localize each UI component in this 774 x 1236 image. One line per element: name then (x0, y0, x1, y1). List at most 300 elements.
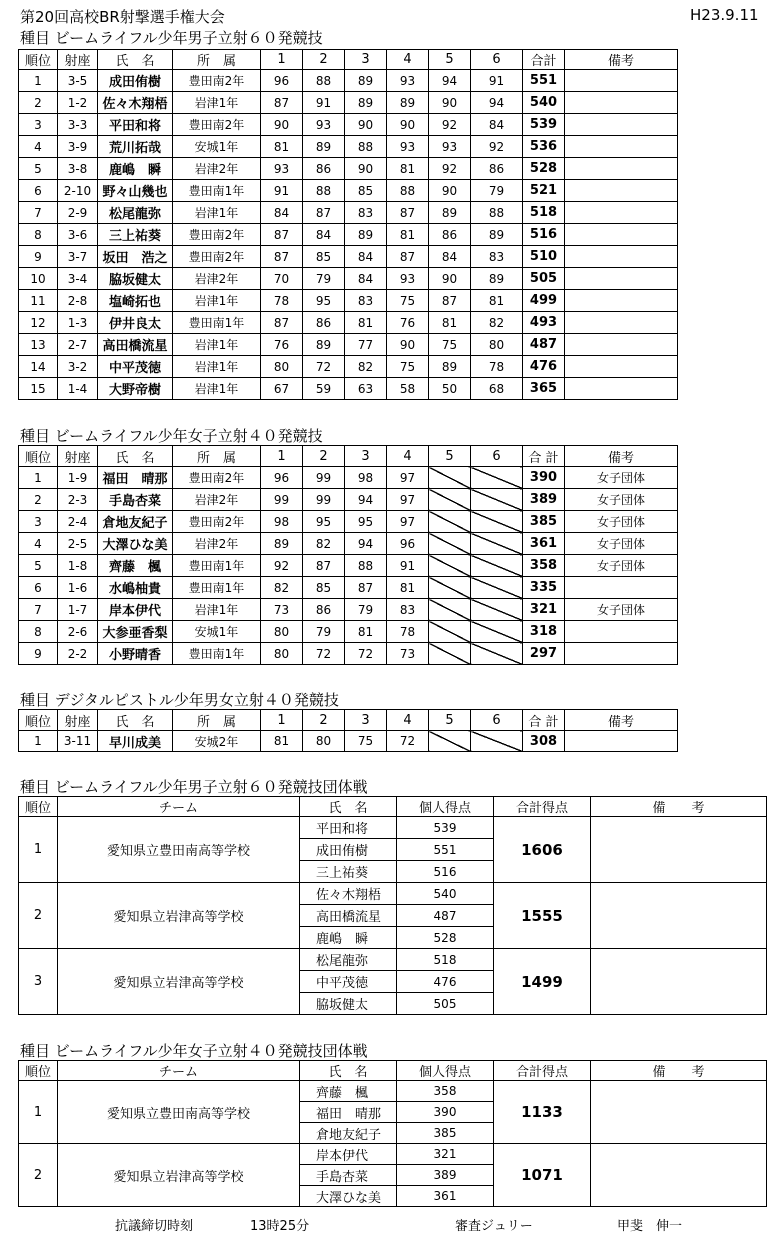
table-cell: 2-10 (58, 180, 98, 202)
table-cell: 2-7 (58, 334, 98, 356)
column-header: チーム (58, 1061, 300, 1081)
table-cell: 81 (387, 158, 429, 180)
table-cell: 3-9 (58, 136, 98, 158)
team-remarks (591, 949, 767, 1015)
team-remarks (591, 817, 767, 883)
table-cell: 90 (261, 114, 303, 136)
team-total: 1555 (494, 883, 591, 949)
table-header-row (19, 797, 767, 817)
column-header: 5 (429, 446, 471, 467)
table-cell: 81 (345, 312, 387, 334)
table-cell (471, 731, 523, 752)
table-cell: 90 (429, 268, 471, 290)
member-score: 361 (397, 1186, 494, 1207)
table-cell: 99 (303, 489, 345, 511)
table-cell: 女子団体 (565, 489, 678, 511)
column-header: 備考 (565, 50, 678, 70)
column-header: 順位 (19, 1061, 58, 1081)
member-score: 539 (397, 817, 494, 839)
column-header: 個人得点 (397, 797, 494, 817)
table-cell: 89 (471, 268, 523, 290)
table-cell: 89 (345, 70, 387, 92)
table-cell (565, 577, 678, 599)
table-cell: 86 (303, 158, 345, 180)
table-cell (471, 577, 523, 599)
table-cell (565, 356, 678, 378)
table-cell: 84 (429, 246, 471, 268)
column-header: 順位 (19, 797, 58, 817)
table-cell: 安城2年 (173, 731, 261, 752)
column-header: 合計得点 (494, 797, 591, 817)
table-cell: 99 (261, 489, 303, 511)
table-cell: 野々山幾也 (98, 180, 173, 202)
team-rank: 3 (19, 949, 58, 1015)
table-cell (429, 533, 471, 555)
team-member-row (19, 1081, 767, 1102)
table-cell: 88 (303, 70, 345, 92)
table-cell: 豊田南1年 (173, 577, 261, 599)
table-cell: 95 (303, 290, 345, 312)
table-cell: 7 (19, 202, 58, 224)
table-cell: 518 (523, 202, 565, 224)
table-cell (471, 533, 523, 555)
table-cell: 85 (303, 246, 345, 268)
table-cell: 7 (19, 599, 58, 621)
table-cell: 318 (523, 621, 565, 643)
document-date: H23.9.11 (690, 6, 759, 24)
table-cell: 倉地友紀子 (98, 511, 173, 533)
page-title: 第20回高校BR射撃選手権大会 (20, 8, 225, 26)
table-cell: 三上祐葵 (98, 224, 173, 246)
column-header: 合 計 (523, 710, 565, 731)
table-cell: 58 (387, 378, 429, 400)
table-cell (471, 555, 523, 577)
table-cell: 87 (261, 92, 303, 114)
team-remarks (591, 1081, 767, 1144)
table-cell: 豊田南2年 (173, 246, 261, 268)
team-results-table (18, 1060, 767, 1207)
column-header: 5 (429, 710, 471, 731)
team-member-row (19, 817, 767, 839)
column-header: 射座 (58, 710, 98, 731)
member-score: 528 (397, 927, 494, 949)
table-cell: 94 (471, 92, 523, 114)
table-cell: 87 (261, 312, 303, 334)
team-rank: 1 (19, 1081, 58, 1144)
table-cell: 4 (19, 136, 58, 158)
table-cell: 平田和将 (98, 114, 173, 136)
table-cell: 87 (387, 246, 429, 268)
table-cell: 2-5 (58, 533, 98, 555)
table-cell: 76 (387, 312, 429, 334)
table-cell: 女子団体 (565, 511, 678, 533)
table-header-row (19, 710, 678, 731)
team-name: 愛知県立豊田南高等学校 (58, 1081, 300, 1144)
table-cell: 岸本伊代 (98, 599, 173, 621)
member-score: 476 (397, 971, 494, 993)
table-cell: 94 (345, 489, 387, 511)
table-cell: 3-6 (58, 224, 98, 246)
table-cell: 361 (523, 533, 565, 555)
table-cell: 2-8 (58, 290, 98, 312)
table-cell: 297 (523, 643, 565, 665)
table-row (19, 180, 678, 202)
table-cell: 1-7 (58, 599, 98, 621)
table-cell: 岩津1年 (173, 356, 261, 378)
member-name: 三上祐葵 (300, 861, 397, 883)
table-cell: 5 (19, 158, 58, 180)
table-cell: 早川成美 (98, 731, 173, 752)
table-cell: 83 (345, 290, 387, 312)
member-name: 倉地友紀子 (300, 1123, 397, 1144)
table-cell: 67 (261, 378, 303, 400)
table-cell: 福田 晴那 (98, 467, 173, 489)
table-cell: 3 (19, 511, 58, 533)
team-rank: 2 (19, 1144, 58, 1207)
table-cell: 3-7 (58, 246, 98, 268)
column-header: 合計得点 (494, 1061, 591, 1081)
table-cell: 95 (303, 511, 345, 533)
member-name: 松尾龍弥 (300, 949, 397, 971)
team-total: 1071 (494, 1144, 591, 1207)
table-row (19, 334, 678, 356)
table-cell (565, 136, 678, 158)
table-cell: 528 (523, 158, 565, 180)
results-table (18, 445, 678, 665)
column-header: 射座 (58, 50, 98, 70)
member-score: 551 (397, 839, 494, 861)
table-cell: 94 (429, 70, 471, 92)
table-cell: 85 (303, 577, 345, 599)
table-cell: 3-5 (58, 70, 98, 92)
table-cell: 3-4 (58, 268, 98, 290)
team-results-table (18, 796, 767, 1015)
table-cell: 86 (303, 599, 345, 621)
team-member-row (19, 1144, 767, 1165)
member-score: 389 (397, 1165, 494, 1186)
table-cell: 390 (523, 467, 565, 489)
member-score: 516 (397, 861, 494, 883)
table-cell (471, 599, 523, 621)
table-cell: 84 (261, 202, 303, 224)
table-cell: 308 (523, 731, 565, 752)
protest-deadline-time: 13時25分 (250, 1219, 310, 1234)
table-cell: 1-4 (58, 378, 98, 400)
table-cell: 5 (19, 555, 58, 577)
results-table (18, 49, 678, 400)
table-cell: 2-2 (58, 643, 98, 665)
member-name: 脇坂健太 (300, 993, 397, 1015)
table-cell: 岩津1年 (173, 202, 261, 224)
table-cell: 豊田南1年 (173, 555, 261, 577)
table-cell: 豊田南2年 (173, 70, 261, 92)
table-cell: 540 (523, 92, 565, 114)
table-cell: 80 (303, 731, 345, 752)
table-cell (471, 467, 523, 489)
table-cell: 536 (523, 136, 565, 158)
event-title: 種目 ビームライフル少年男子立射６０発競技 (20, 29, 323, 47)
table-cell: 487 (523, 334, 565, 356)
table-cell: 女子団体 (565, 533, 678, 555)
table-cell: 岩津1年 (173, 599, 261, 621)
table-cell: 72 (303, 356, 345, 378)
table-cell: 93 (387, 70, 429, 92)
table-cell (429, 643, 471, 665)
table-cell: 81 (387, 224, 429, 246)
table-row (19, 202, 678, 224)
table-cell: 11 (19, 290, 58, 312)
table-cell: 76 (261, 334, 303, 356)
column-header: 2 (303, 446, 345, 467)
table-cell: 59 (303, 378, 345, 400)
table-cell: 89 (303, 334, 345, 356)
member-name: 福田 晴那 (300, 1102, 397, 1123)
event-title: 種目 ビームライフル少年女子立射４０発競技団体戦 (20, 1042, 368, 1060)
column-header: 1 (261, 710, 303, 731)
table-cell (471, 621, 523, 643)
table-cell: 塩崎拓也 (98, 290, 173, 312)
table-cell: 88 (345, 136, 387, 158)
member-score: 385 (397, 1123, 494, 1144)
table-cell: 86 (471, 158, 523, 180)
table-cell: 89 (345, 224, 387, 246)
table-cell: 大澤ひな美 (98, 533, 173, 555)
member-name: 齊藤 楓 (300, 1081, 397, 1102)
column-header: 1 (261, 50, 303, 70)
table-cell: 80 (261, 356, 303, 378)
table-cell: 96 (261, 70, 303, 92)
table-cell (565, 312, 678, 334)
column-header: 所 属 (173, 50, 261, 70)
table-cell: 476 (523, 356, 565, 378)
table-cell: 75 (387, 290, 429, 312)
member-name: 大澤ひな美 (300, 1186, 397, 1207)
column-header: 4 (387, 50, 429, 70)
table-cell: 493 (523, 312, 565, 334)
table-cell: 岩津2年 (173, 533, 261, 555)
column-header: 1 (261, 446, 303, 467)
table-cell: 高田橋流星 (98, 334, 173, 356)
table-cell: 伊井良太 (98, 312, 173, 334)
member-score: 540 (397, 883, 494, 905)
table-cell: 90 (345, 114, 387, 136)
column-header: 備考 (565, 710, 678, 731)
table-cell: 2-6 (58, 621, 98, 643)
table-cell: 98 (345, 467, 387, 489)
table-cell: 90 (429, 92, 471, 114)
table-header-row (19, 1061, 767, 1081)
table-cell: 岩津2年 (173, 268, 261, 290)
event-title: 種目 ビームライフル少年男子立射６０発競技団体戦 (20, 778, 368, 796)
member-name: 中平茂徳 (300, 971, 397, 993)
team-name: 愛知県立岩津高等学校 (58, 1144, 300, 1207)
table-cell (565, 202, 678, 224)
table-cell: 8 (19, 224, 58, 246)
table-cell: 521 (523, 180, 565, 202)
member-score: 518 (397, 949, 494, 971)
table-cell: 豊田南2年 (173, 511, 261, 533)
table-cell: 3-8 (58, 158, 98, 180)
table-cell: 4 (19, 533, 58, 555)
table-cell: 82 (303, 533, 345, 555)
table-cell: 豊田南2年 (173, 467, 261, 489)
jury-name: 甲斐 伸一 (617, 1219, 683, 1234)
table-cell: 脇坂健太 (98, 268, 173, 290)
table-cell: 78 (261, 290, 303, 312)
column-header: 4 (387, 710, 429, 731)
table-cell: 88 (471, 202, 523, 224)
table-cell: 女子団体 (565, 599, 678, 621)
table-cell: 3-3 (58, 114, 98, 136)
table-cell (565, 92, 678, 114)
team-member-row (19, 949, 767, 971)
table-row (19, 114, 678, 136)
table-cell: 84 (345, 246, 387, 268)
table-cell: 86 (429, 224, 471, 246)
table-cell: 50 (429, 378, 471, 400)
table-cell: 中平茂徳 (98, 356, 173, 378)
team-remarks (591, 1144, 767, 1207)
table-row (19, 158, 678, 180)
table-cell: 佐々木翔梧 (98, 92, 173, 114)
table-cell (565, 180, 678, 202)
table-cell: 安城1年 (173, 621, 261, 643)
table-cell: 松尾龍弥 (98, 202, 173, 224)
table-cell: 63 (345, 378, 387, 400)
protest-deadline-label: 抗議締切時刻 (115, 1219, 194, 1234)
table-cell: 358 (523, 555, 565, 577)
table-cell: 岩津2年 (173, 489, 261, 511)
column-header: 備考 (565, 446, 678, 467)
table-cell: 90 (387, 114, 429, 136)
table-cell: 91 (387, 555, 429, 577)
table-cell: 98 (261, 511, 303, 533)
table-cell: 大野帝樹 (98, 378, 173, 400)
table-row (19, 224, 678, 246)
team-total: 1499 (494, 949, 591, 1015)
table-cell: 水嶋柚貴 (98, 577, 173, 599)
table-row (19, 92, 678, 114)
table-cell: 15 (19, 378, 58, 400)
table-cell: 岩津1年 (173, 378, 261, 400)
table-cell: 89 (471, 224, 523, 246)
table-row (19, 136, 678, 158)
team-rank: 2 (19, 883, 58, 949)
table-cell: 93 (261, 158, 303, 180)
table-cell: 97 (387, 511, 429, 533)
table-cell: 1-3 (58, 312, 98, 334)
table-cell: 女子団体 (565, 467, 678, 489)
column-header: 備 考 (591, 797, 767, 817)
member-name: 成田侑樹 (300, 839, 397, 861)
table-cell: 86 (303, 312, 345, 334)
column-header: 順位 (19, 446, 58, 467)
column-header: 5 (429, 50, 471, 70)
table-cell: 321 (523, 599, 565, 621)
table-cell: 88 (387, 180, 429, 202)
table-cell: 岩津2年 (173, 158, 261, 180)
table-cell: 87 (261, 246, 303, 268)
table-cell: 93 (387, 268, 429, 290)
table-cell: 83 (345, 202, 387, 224)
table-cell: 96 (387, 533, 429, 555)
column-header: 4 (387, 446, 429, 467)
table-cell: 鹿嶋 瞬 (98, 158, 173, 180)
table-cell: 豊田南2年 (173, 114, 261, 136)
table-cell: 79 (303, 268, 345, 290)
table-cell (565, 643, 678, 665)
column-header: 3 (345, 50, 387, 70)
table-cell: 81 (429, 312, 471, 334)
table-row (19, 489, 678, 511)
table-cell (565, 158, 678, 180)
table-cell: 90 (345, 158, 387, 180)
table-cell: 83 (387, 599, 429, 621)
table-cell: 1 (19, 731, 58, 752)
table-cell: 87 (303, 202, 345, 224)
table-cell: 97 (387, 467, 429, 489)
table-cell: 2-4 (58, 511, 98, 533)
member-score: 505 (397, 993, 494, 1015)
table-cell (429, 489, 471, 511)
table-cell: 9 (19, 246, 58, 268)
table-cell: 80 (261, 621, 303, 643)
table-cell: 75 (345, 731, 387, 752)
table-cell (565, 621, 678, 643)
table-cell: 3-2 (58, 356, 98, 378)
team-total: 1606 (494, 817, 591, 883)
team-name: 愛知県立岩津高等学校 (58, 949, 300, 1015)
table-cell: 91 (261, 180, 303, 202)
table-cell: 8 (19, 621, 58, 643)
table-row (19, 643, 678, 665)
event-title: 種目 デジタルピストル少年男女立射４０発競技 (20, 691, 339, 709)
table-cell: 80 (261, 643, 303, 665)
column-header: 氏 名 (98, 446, 173, 467)
column-header: 6 (471, 710, 523, 731)
table-cell: 2 (19, 489, 58, 511)
column-header: 氏 名 (300, 1061, 397, 1081)
table-row (19, 312, 678, 334)
table-cell (565, 114, 678, 136)
column-header: 合 計 (523, 446, 565, 467)
table-cell: 1-9 (58, 467, 98, 489)
table-cell (429, 599, 471, 621)
table-cell: 1 (19, 70, 58, 92)
member-name: 鹿嶋 瞬 (300, 927, 397, 949)
table-cell: 79 (303, 621, 345, 643)
table-cell: 荒川拓哉 (98, 136, 173, 158)
table-cell: 505 (523, 268, 565, 290)
table-cell: 岩津1年 (173, 334, 261, 356)
table-row (19, 246, 678, 268)
table-cell: 78 (387, 621, 429, 643)
table-cell: 91 (303, 92, 345, 114)
table-cell: 90 (387, 334, 429, 356)
table-row (19, 356, 678, 378)
table-cell: 79 (471, 180, 523, 202)
table-cell: 6 (19, 577, 58, 599)
table-row (19, 621, 678, 643)
team-rank: 1 (19, 817, 58, 883)
table-cell: 70 (261, 268, 303, 290)
table-cell: 81 (471, 290, 523, 312)
table-cell: 82 (345, 356, 387, 378)
table-row (19, 268, 678, 290)
team-name: 愛知県立岩津高等学校 (58, 883, 300, 949)
table-cell: 81 (261, 731, 303, 752)
table-cell: 91 (471, 70, 523, 92)
